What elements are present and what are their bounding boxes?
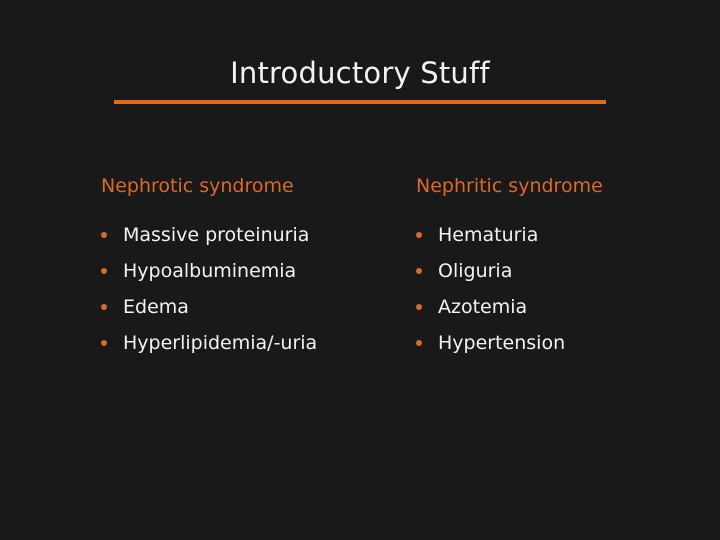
list-item xyxy=(101,253,317,289)
nephrotic-list xyxy=(101,217,317,361)
title-underline xyxy=(114,100,606,104)
list-item-text: Hematuria xyxy=(438,224,539,246)
nephritic-heading: Nephritic syndrome xyxy=(416,175,603,197)
list-item-text: Massive proteinuria xyxy=(123,224,310,246)
list-item-text: Oliguria xyxy=(438,260,513,282)
bullet-dot-icon xyxy=(101,232,107,238)
slide-title: Introductory Stuff xyxy=(230,56,490,90)
list-item xyxy=(416,325,603,361)
list-item xyxy=(101,217,317,253)
list-item-text: Hypertension xyxy=(438,332,566,354)
bullet-dot-icon xyxy=(416,340,422,346)
nephritic-list xyxy=(416,217,603,361)
list-item xyxy=(416,253,603,289)
bullet-dot-icon xyxy=(101,340,107,346)
list-item-text: Edema xyxy=(123,296,189,318)
nephrotic-heading: Nephrotic syndrome xyxy=(101,175,294,197)
bullet-dot-icon xyxy=(101,304,107,310)
list-item xyxy=(101,289,317,325)
list-item xyxy=(416,217,603,253)
list-item xyxy=(416,289,603,325)
nephrotic-column xyxy=(101,174,317,361)
list-item-text: Hypoalbuminemia xyxy=(123,260,297,282)
bullet-dot-icon xyxy=(101,268,107,274)
bullet-dot-icon xyxy=(416,232,422,238)
bullet-dot-icon xyxy=(416,268,422,274)
list-item-text: Hyperlipidemia/-uria xyxy=(123,332,318,354)
nephritic-column xyxy=(416,174,603,361)
list-item-text: Azotemia xyxy=(438,296,528,318)
list-item xyxy=(101,325,317,361)
bullet-dot-icon xyxy=(416,304,422,310)
